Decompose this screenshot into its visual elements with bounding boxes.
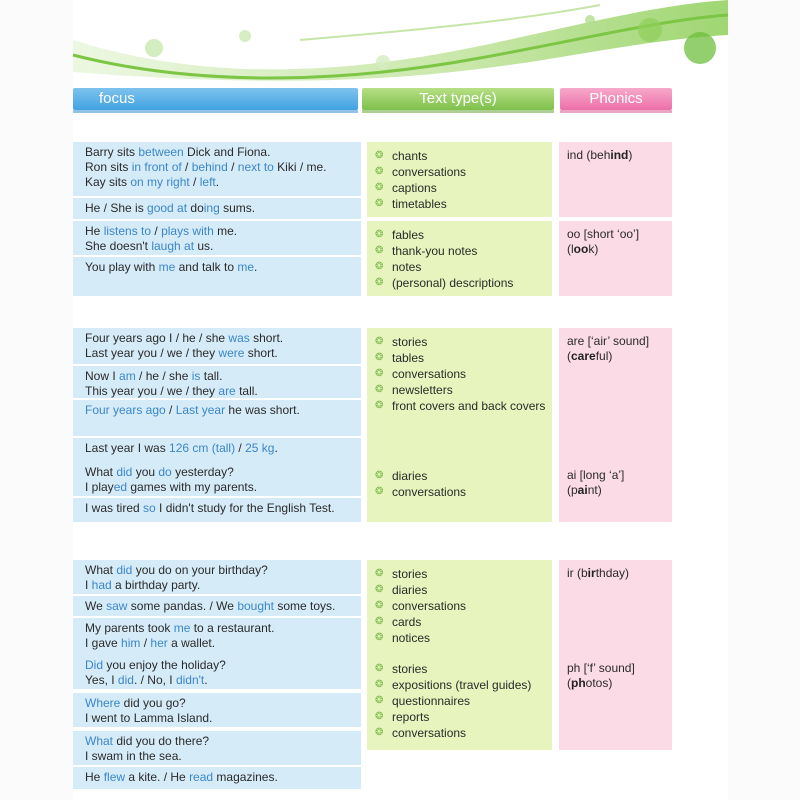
text-type-item xyxy=(375,164,552,180)
text-segment: Yes, I xyxy=(85,673,118,687)
header-focus-label: focus xyxy=(99,90,135,107)
focus-line xyxy=(85,749,361,764)
highlighted-word: flew xyxy=(103,770,126,784)
text-segment: and talk to xyxy=(175,260,238,274)
focus-line xyxy=(85,224,361,239)
highlighted-word: me xyxy=(158,260,176,274)
focus-box xyxy=(73,198,361,219)
phonics-line xyxy=(567,661,672,676)
header-text-types-label: Text type(s) xyxy=(419,90,497,107)
text-segment: k) xyxy=(588,242,599,256)
text-segment: We xyxy=(85,599,107,613)
focus-line xyxy=(85,696,361,711)
text-segment: ind (beh xyxy=(567,148,611,162)
flower-bullet-icon: ❂ xyxy=(375,711,384,722)
phonics-box xyxy=(559,142,672,217)
focus-line xyxy=(85,563,361,578)
highlighted-word: is xyxy=(191,369,201,383)
text-segment: He / She is xyxy=(85,201,148,215)
text-segment: Last year I was xyxy=(85,441,170,455)
text-segment: He xyxy=(85,770,104,784)
text-segment: to a restaurant. xyxy=(190,621,275,635)
text-segment: ai [long ‘a’] xyxy=(567,468,625,482)
bold-letters: care xyxy=(571,349,596,363)
focus-line xyxy=(85,441,361,456)
text-segment: yesterday? xyxy=(171,465,234,479)
text-segment: Dick and Fiona. xyxy=(183,145,271,159)
text-type-item xyxy=(375,566,552,582)
phonics-line xyxy=(567,483,672,498)
text-type-item xyxy=(375,259,552,275)
bold-letters: ir xyxy=(587,566,596,580)
header-phonics-label: Phonics xyxy=(589,90,643,107)
text-segment: are [‘air’ sound] xyxy=(567,334,650,348)
text-segment: tall. xyxy=(235,384,258,398)
text-segment: / xyxy=(189,175,200,189)
text-types-box xyxy=(367,560,552,655)
text-segment: ir (b xyxy=(567,566,588,580)
highlighted-word: left xyxy=(199,175,216,189)
highlighted-word: Where xyxy=(85,696,121,710)
text-segment: Barry sits xyxy=(85,145,139,159)
flower-bullet-icon: ❂ xyxy=(375,182,384,193)
phonics-box xyxy=(559,328,672,462)
highlighted-word: were xyxy=(218,346,245,360)
focus-box xyxy=(73,655,361,691)
focus-line xyxy=(85,621,361,636)
flower-bullet-icon: ❂ xyxy=(375,368,384,379)
text-type-item xyxy=(375,693,552,709)
text-segment: did you go? xyxy=(120,696,186,710)
text-segment: some toys. xyxy=(274,599,336,613)
focus-line xyxy=(85,734,361,749)
highlighted-word: ing xyxy=(203,201,220,215)
text-type-item xyxy=(375,243,552,259)
text-segment: You play with xyxy=(85,260,159,274)
highlighted-word: didn't xyxy=(175,673,205,687)
focus-box xyxy=(73,560,361,596)
highlighted-word: good at xyxy=(147,201,188,215)
highlighted-word: next to xyxy=(237,160,274,174)
highlighted-word: him xyxy=(121,636,141,650)
focus-line xyxy=(85,403,361,418)
text-segment: me. xyxy=(213,224,238,238)
text-segment: . xyxy=(254,260,258,274)
bold-letters: ind xyxy=(610,148,629,162)
bold-letters: ai xyxy=(577,483,588,497)
highlighted-word: saw xyxy=(106,599,128,613)
highlighted-word: listens to xyxy=(103,224,152,238)
focus-line xyxy=(85,145,361,160)
text-segment: What xyxy=(85,465,117,479)
focus-line xyxy=(85,369,361,384)
focus-box xyxy=(73,366,361,400)
text-segment: games with my parents. xyxy=(127,480,258,494)
highlighted-word: plays with xyxy=(161,224,214,238)
text-type-label: captions xyxy=(392,181,437,195)
phonics-line xyxy=(567,566,672,581)
focus-box xyxy=(73,498,361,522)
phonics-line xyxy=(567,148,672,163)
focus-box xyxy=(73,731,361,767)
text-type-label: conversations xyxy=(392,599,467,613)
flower-bullet-icon: ❂ xyxy=(375,245,384,256)
highlighted-word: Four years ago xyxy=(85,403,166,417)
text-type-label: conversations xyxy=(392,485,467,499)
flower-bullet-icon: ❂ xyxy=(375,616,384,627)
focus-line xyxy=(85,384,361,399)
text-segment: . xyxy=(204,673,208,687)
text-segment: oo [short ‘oo’] xyxy=(567,227,640,241)
highlighted-word: laugh at xyxy=(151,239,195,253)
text-type-label: reports xyxy=(392,710,430,724)
focus-line xyxy=(85,673,361,688)
highlighted-word: me xyxy=(237,260,254,274)
flower-bullet-icon: ❂ xyxy=(375,198,384,209)
text-segment: Four years ago I / he / she xyxy=(85,331,229,345)
text-segment: (p xyxy=(567,483,578,497)
highlighted-word: am xyxy=(119,369,136,383)
text-segment: / xyxy=(165,403,176,417)
flower-bullet-icon: ❂ xyxy=(375,166,384,177)
highlighted-word: between xyxy=(138,145,184,159)
text-type-item xyxy=(375,598,552,614)
text-segment: / he / she xyxy=(135,369,192,383)
text-type-label: stories xyxy=(392,567,428,581)
focus-box xyxy=(73,142,361,198)
text-segment: . xyxy=(215,175,220,189)
text-type-label: questionnaires xyxy=(392,694,471,708)
text-segment: I didn't study for the English Test. xyxy=(155,501,335,515)
text-types-box xyxy=(367,655,552,750)
flower-bullet-icon: ❂ xyxy=(375,470,384,481)
focus-box xyxy=(73,618,361,655)
text-type-label: cards xyxy=(392,615,422,629)
text-segment: ( xyxy=(567,349,571,363)
text-segment: did you do there? xyxy=(113,734,210,748)
focus-box xyxy=(73,767,361,789)
phonics-box xyxy=(559,221,672,296)
text-type-item xyxy=(375,398,552,414)
text-segment: Now I xyxy=(85,369,120,383)
text-segment: She doesn't xyxy=(85,239,152,253)
text-type-item xyxy=(375,725,552,741)
flower-bullet-icon: ❂ xyxy=(375,229,384,240)
text-type-item xyxy=(375,227,552,243)
text-segment: . xyxy=(274,441,278,455)
text-segment: I was tired xyxy=(85,501,144,515)
flower-bullet-icon: ❂ xyxy=(375,336,384,347)
phonics-line xyxy=(567,676,672,691)
focus-line xyxy=(85,346,361,361)
text-segment: he was short. xyxy=(225,403,300,417)
text-type-item xyxy=(375,677,552,693)
header-text-types xyxy=(362,88,554,110)
text-segment: ph [‘f’ sound] xyxy=(567,661,635,675)
focus-line xyxy=(85,636,361,651)
text-segment: Ron sits xyxy=(85,160,132,174)
text-segment: ful) xyxy=(595,349,613,363)
highlighted-word: in front of xyxy=(131,160,182,174)
text-type-label: tables xyxy=(392,351,425,365)
highlighted-word: behind xyxy=(191,160,228,174)
text-types-box xyxy=(367,221,552,296)
focus-line xyxy=(85,239,361,254)
text-types-box xyxy=(367,142,552,217)
phonics-box xyxy=(559,462,672,522)
focus-line xyxy=(85,465,361,480)
flower-bullet-icon: ❂ xyxy=(375,632,384,643)
text-type-label: newsletters xyxy=(392,383,453,397)
text-types-box xyxy=(367,462,552,522)
text-type-label: notes xyxy=(392,260,422,274)
focus-line xyxy=(85,711,361,726)
highlighted-word: had xyxy=(91,578,112,592)
text-type-item xyxy=(375,614,552,630)
text-segment: I went to Lamma Island. xyxy=(85,711,213,725)
text-segment: My parents took xyxy=(85,621,174,635)
header-focus xyxy=(73,88,358,110)
text-segment: Last year you / we / they xyxy=(85,346,219,360)
text-segment: / xyxy=(140,636,151,650)
text-type-item xyxy=(375,148,552,164)
right-margin xyxy=(728,0,800,800)
header-phonics xyxy=(560,88,672,110)
highlighted-word: her xyxy=(150,636,168,650)
text-type-item xyxy=(375,468,552,484)
highlighted-word: did xyxy=(117,673,134,687)
focus-line xyxy=(85,658,361,673)
text-type-item xyxy=(375,582,552,598)
highlighted-word: so xyxy=(143,501,156,515)
text-segment: I swam in the sea. xyxy=(85,749,182,763)
flower-bullet-icon: ❂ xyxy=(375,486,384,497)
text-segment: I xyxy=(85,578,92,592)
focus-line xyxy=(85,770,361,785)
text-segment: sums. xyxy=(219,201,256,215)
text-type-label: stories xyxy=(392,335,428,349)
phonics-box xyxy=(559,560,672,655)
text-segment: / xyxy=(235,441,246,455)
highlighted-word: read xyxy=(189,770,214,784)
text-type-item xyxy=(375,484,552,500)
text-type-item xyxy=(375,709,552,725)
highlighted-word: are xyxy=(218,384,236,398)
focus-line xyxy=(85,480,361,495)
highlighted-word: What xyxy=(85,734,114,748)
highlighted-word: was xyxy=(228,331,250,345)
focus-line xyxy=(85,175,361,190)
text-segment: tall. xyxy=(200,369,223,383)
text-type-label: stories xyxy=(392,662,428,676)
text-segment: a wallet. xyxy=(167,636,216,650)
text-type-item xyxy=(375,630,552,646)
focus-box xyxy=(73,257,361,296)
text-segment: do xyxy=(187,201,204,215)
highlighted-word: Last year xyxy=(175,403,226,417)
highlighted-word: did xyxy=(116,563,133,577)
phonics-line xyxy=(567,334,672,349)
bold-letters: oo xyxy=(573,242,589,256)
text-type-item xyxy=(375,366,552,382)
text-type-item xyxy=(375,382,552,398)
text-type-label: fables xyxy=(392,228,425,242)
highlighted-word: 126 cm (tall) xyxy=(169,441,236,455)
phonics-line xyxy=(567,349,672,364)
flower-bullet-icon: ❂ xyxy=(375,384,384,395)
text-type-label: diaries xyxy=(392,469,428,483)
text-segment: ) xyxy=(628,148,633,162)
focus-line xyxy=(85,599,361,614)
text-segment: thday) xyxy=(595,566,630,580)
text-segment: This year you / we / they xyxy=(85,384,219,398)
text-segment: He xyxy=(85,224,104,238)
focus-line xyxy=(85,160,361,175)
left-margin xyxy=(0,0,73,800)
text-type-item xyxy=(375,350,552,366)
highlighted-word: on my right xyxy=(130,175,190,189)
text-segment: short. xyxy=(244,346,278,360)
flower-bullet-icon: ❂ xyxy=(375,695,384,706)
text-segment: us. xyxy=(194,239,214,253)
focus-line xyxy=(85,501,361,516)
text-type-label: diaries xyxy=(392,583,428,597)
text-segment: ( xyxy=(567,676,571,690)
text-segment: / xyxy=(227,160,238,174)
flower-bullet-icon: ❂ xyxy=(375,679,384,690)
text-type-label: timetables xyxy=(392,197,447,211)
focus-box xyxy=(73,438,361,462)
highlighted-word: ed xyxy=(113,480,128,494)
focus-box xyxy=(73,221,361,257)
flower-bullet-icon: ❂ xyxy=(375,352,384,363)
focus-line xyxy=(85,201,361,216)
highlighted-word: bought xyxy=(237,599,275,613)
text-type-item xyxy=(375,275,552,291)
text-segment: short. xyxy=(249,331,284,345)
phonics-line xyxy=(567,227,672,242)
flower-bullet-icon: ❂ xyxy=(375,727,384,738)
flower-bullet-icon: ❂ xyxy=(375,261,384,272)
flower-bullet-icon: ❂ xyxy=(375,663,384,674)
flower-bullet-icon: ❂ xyxy=(375,277,384,288)
text-segment: What xyxy=(85,563,117,577)
text-type-item xyxy=(375,661,552,677)
flower-bullet-icon: ❂ xyxy=(375,568,384,579)
focus-box xyxy=(73,462,361,498)
flower-bullet-icon: ❂ xyxy=(375,150,384,161)
text-segment: you xyxy=(132,465,159,479)
decorative-wave-banner xyxy=(0,0,800,90)
text-segment: a kite. / He xyxy=(125,770,190,784)
focus-box xyxy=(73,328,361,366)
text-segment: magazines. xyxy=(213,770,278,784)
text-segment: . / No, I xyxy=(133,673,176,687)
text-segment: I play xyxy=(85,480,114,494)
flower-bullet-icon: ❂ xyxy=(375,400,384,411)
text-type-item xyxy=(375,180,552,196)
focus-line xyxy=(85,260,361,275)
focus-box xyxy=(73,400,361,438)
phonics-box xyxy=(559,655,672,750)
text-segment: nt) xyxy=(587,483,602,497)
text-segment: I gave xyxy=(85,636,122,650)
text-type-label: conversations xyxy=(392,367,467,381)
text-segment: / xyxy=(151,224,162,238)
flower-bullet-icon: ❂ xyxy=(375,584,384,595)
highlighted-word: Did xyxy=(85,658,104,672)
text-type-label: chants xyxy=(392,149,428,163)
flower-bullet-icon: ❂ xyxy=(375,600,384,611)
highlighted-word: do xyxy=(158,465,172,479)
text-type-label: conversations xyxy=(392,165,467,179)
focus-line xyxy=(85,578,361,593)
text-type-label: notices xyxy=(392,631,431,645)
phonics-line xyxy=(567,468,672,483)
text-segment: / xyxy=(181,160,192,174)
text-type-item xyxy=(375,196,552,212)
text-segment: otos) xyxy=(585,676,613,690)
text-segment: you do on your birthday? xyxy=(132,563,268,577)
focus-box xyxy=(73,596,361,618)
text-type-label: front covers and back covers xyxy=(392,399,546,413)
text-segment: Kiki / me. xyxy=(273,160,327,174)
text-segment: Kay sits xyxy=(85,175,131,189)
phonics-line xyxy=(567,242,672,257)
focus-line xyxy=(85,331,361,346)
bold-letters: ph xyxy=(571,676,586,690)
text-segment: a birthday party. xyxy=(111,578,201,592)
text-type-label: (personal) descriptions xyxy=(392,276,514,290)
highlighted-word: 25 kg xyxy=(245,441,275,455)
text-type-label: thank-you notes xyxy=(392,244,478,258)
text-types-box xyxy=(367,328,552,462)
text-segment: (l xyxy=(567,242,574,256)
text-type-label: expositions (travel guides) xyxy=(392,678,532,692)
highlighted-word: did xyxy=(116,465,133,479)
focus-box xyxy=(73,693,361,729)
highlighted-word: me xyxy=(173,621,191,635)
text-segment: some pandas. / We xyxy=(127,599,238,613)
text-type-label: conversations xyxy=(392,726,467,740)
text-type-item xyxy=(375,334,552,350)
text-segment: you enjoy the holiday? xyxy=(103,658,226,672)
